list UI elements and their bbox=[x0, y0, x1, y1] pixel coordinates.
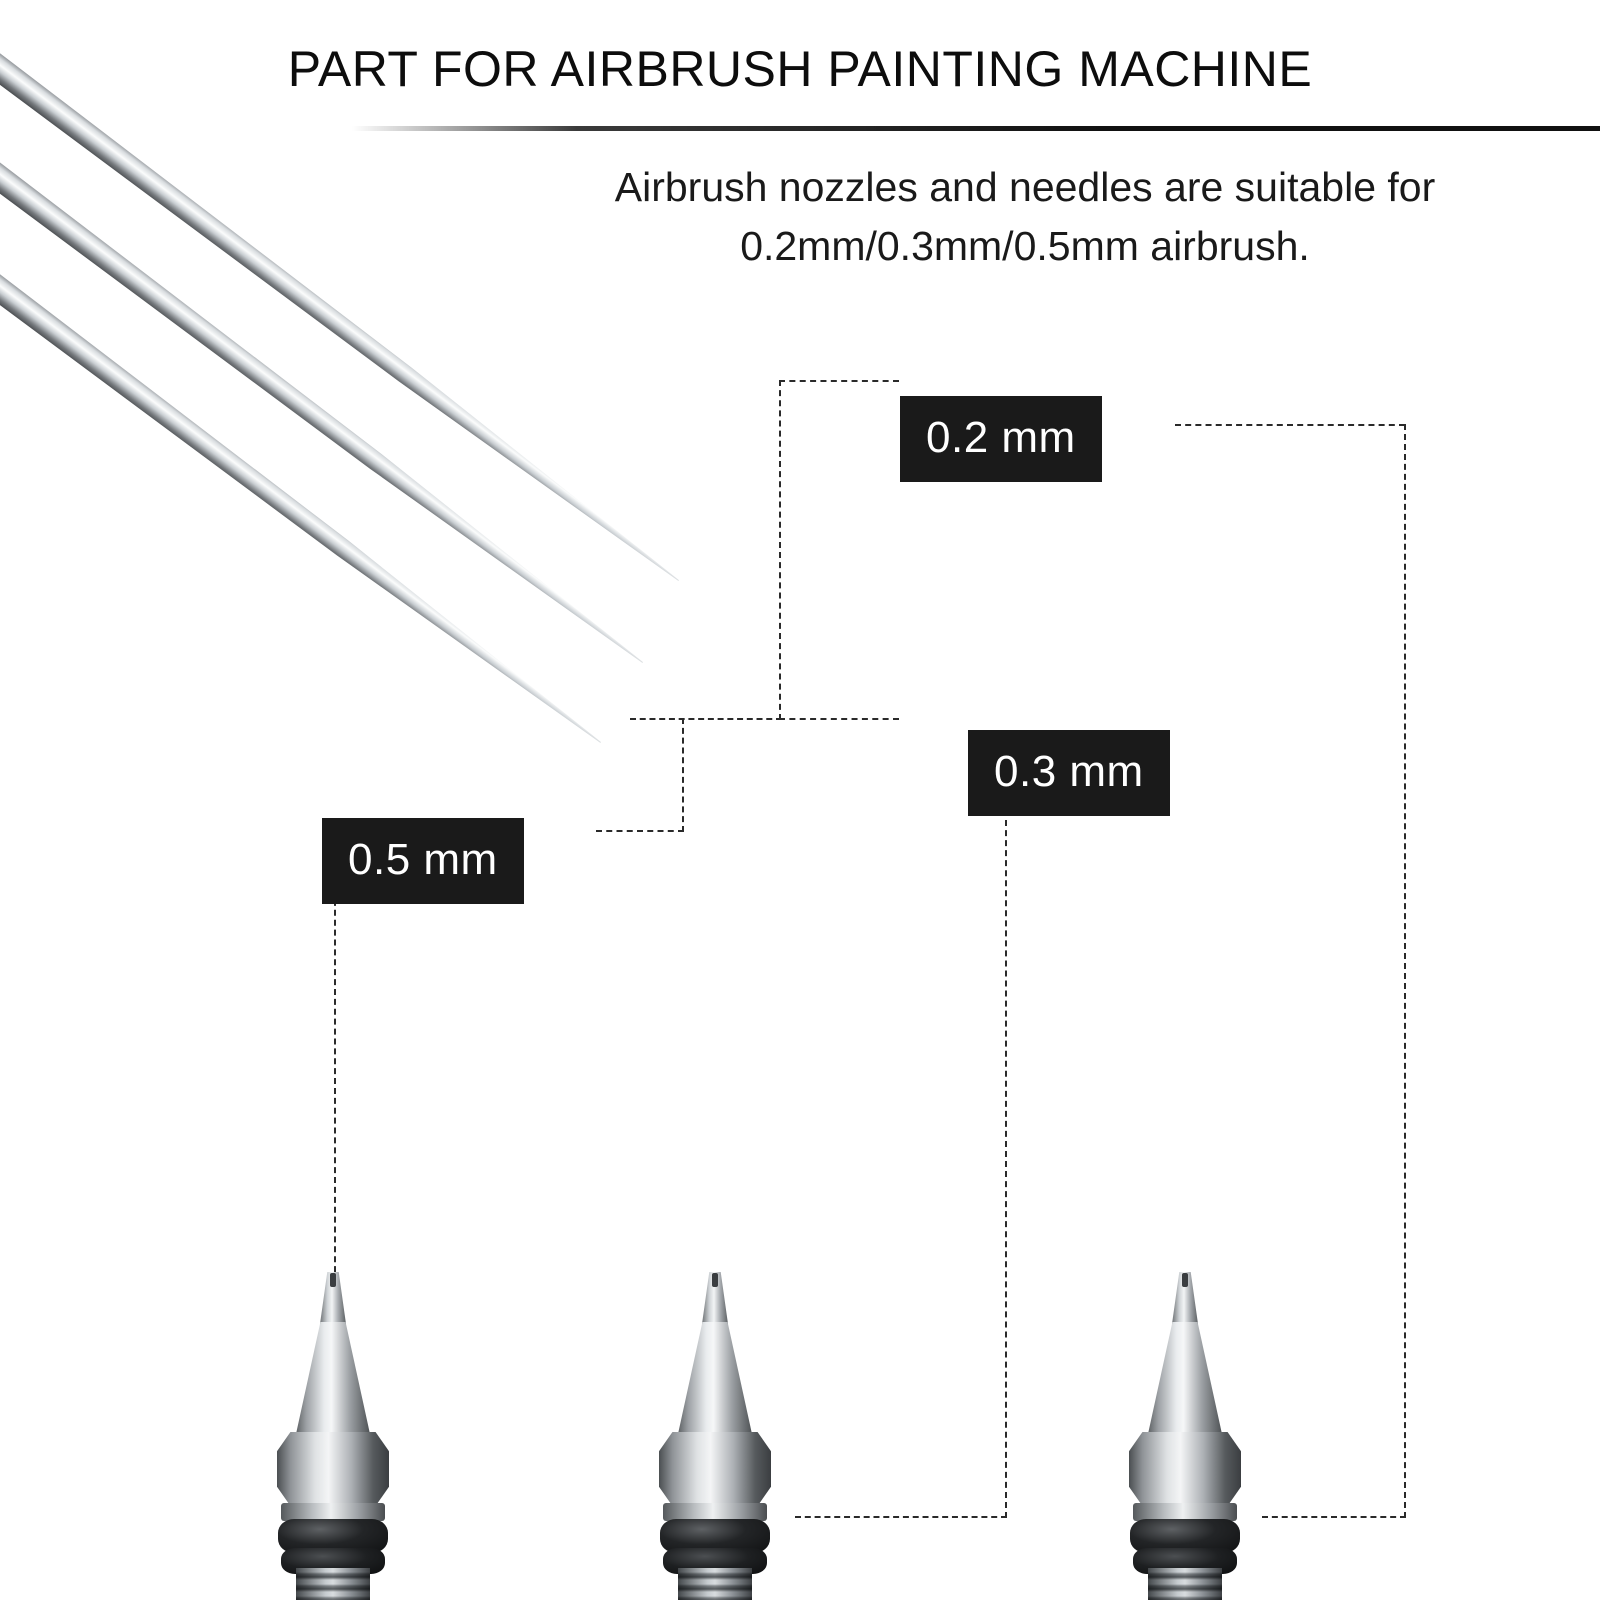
page-title: PART FOR AIRBRUSH PAINTING MACHINE bbox=[287, 41, 1313, 97]
nozzle-hex-body bbox=[1129, 1432, 1241, 1506]
leader-0-3mm-vertical bbox=[1005, 800, 1007, 1518]
nozzle-0-3mm bbox=[640, 1272, 790, 1600]
page-subtitle: Airbrush nozzles and needles are suitable for 0.2mm/0.3mm/0.5mm airbrush. bbox=[614, 164, 1436, 270]
nozzle-hex-body bbox=[277, 1432, 389, 1506]
callout-label-0-5mm: 0.5 mm bbox=[322, 818, 524, 904]
leader-0-2mm-to-nozzle bbox=[1175, 424, 1405, 426]
nozzle-tip bbox=[1172, 1272, 1198, 1324]
leader-0-3mm-bottom bbox=[795, 1516, 1007, 1518]
nozzle-hex-body bbox=[659, 1432, 771, 1506]
nozzle-thread bbox=[678, 1568, 752, 1600]
leader-0-2mm-nozzle-bottom bbox=[1262, 1516, 1406, 1518]
leader-0-5mm-to-label bbox=[596, 830, 684, 832]
nozzle-cone bbox=[678, 1322, 752, 1434]
needle-0-2mm bbox=[0, 29, 687, 591]
nozzle-tip bbox=[320, 1272, 346, 1324]
nozzle-thread bbox=[296, 1568, 370, 1600]
leader-0-2mm-vertical bbox=[779, 380, 781, 720]
leader-0-2mm-top bbox=[779, 380, 899, 382]
leader-0-5mm-top bbox=[630, 718, 782, 720]
callout-label-0-3mm: 0.3 mm bbox=[968, 730, 1170, 816]
nozzle-cone bbox=[1148, 1322, 1222, 1434]
leader-0-2mm-bottom bbox=[779, 718, 899, 720]
nozzle-orifice bbox=[712, 1273, 718, 1287]
nozzle-cone bbox=[296, 1322, 370, 1434]
leader-0-2mm-nozzle-vertical bbox=[1404, 424, 1406, 1518]
title-divider bbox=[352, 126, 1600, 131]
nozzle-0-2mm bbox=[1110, 1272, 1260, 1600]
nozzle-orifice bbox=[1182, 1273, 1188, 1287]
nozzle-0-5mm bbox=[258, 1272, 408, 1600]
nozzle-orifice bbox=[330, 1273, 336, 1287]
callout-label-0-2mm: 0.2 mm bbox=[900, 396, 1102, 482]
leader-0-5mm-vertical-right bbox=[682, 718, 684, 832]
nozzle-thread bbox=[1148, 1568, 1222, 1600]
nozzle-tip bbox=[702, 1272, 728, 1324]
leader-0-5mm-vertical-down bbox=[334, 890, 336, 1282]
needle-shaft bbox=[0, 29, 687, 591]
